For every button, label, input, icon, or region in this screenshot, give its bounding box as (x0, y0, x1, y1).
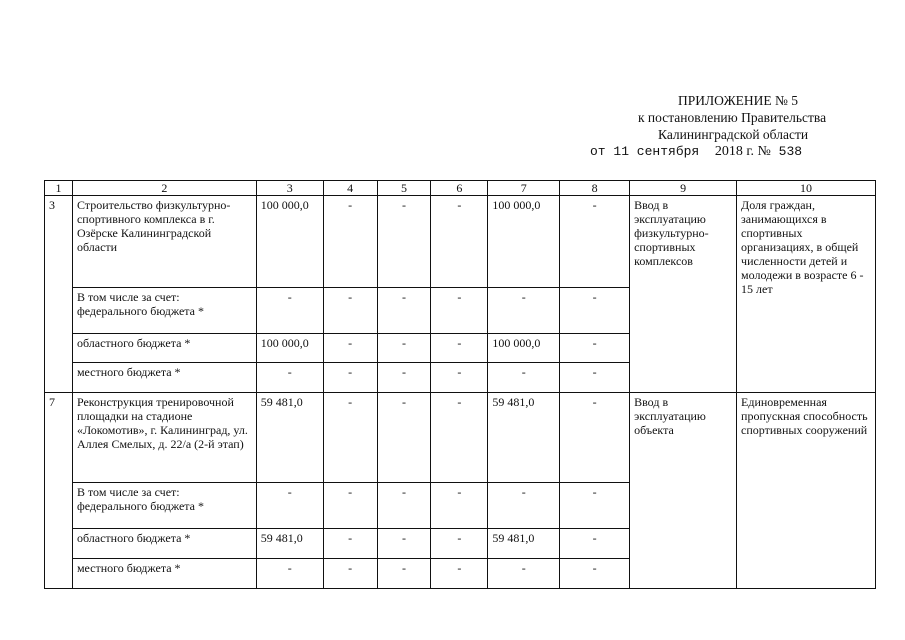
value-cell: - (431, 363, 488, 393)
value-cell: 100 000,0 (256, 334, 323, 363)
table-row (45, 196, 876, 288)
document-header (560, 92, 880, 160)
appendix-title: ПРИЛОЖЕНИЕ № 5 (678, 93, 799, 108)
funding-label: В том числе за счет: федерального бюджета * (72, 483, 256, 529)
value-cell: - (323, 529, 377, 559)
value-cell: - (431, 559, 488, 589)
column-header: 1 (45, 181, 73, 196)
project-name: Строительство физкультурно-спортивного комплекса в г. Озёрске Калининградской области (72, 196, 256, 288)
value-cell: - (560, 483, 630, 529)
value-cell: - (377, 483, 431, 529)
value-cell: 59 481,0 (488, 393, 560, 483)
funding-label: областного бюджета * (72, 334, 256, 363)
row-number: 7 (45, 393, 73, 589)
appendix-subtitle-1: к постановлению Правительства (638, 110, 827, 125)
value-cell: - (323, 288, 377, 334)
funding-label: местного бюджета * (72, 559, 256, 589)
value-cell: - (323, 393, 377, 483)
value-cell: - (560, 334, 630, 363)
appendix-table (44, 180, 876, 589)
column-header: 8 (560, 181, 630, 196)
year-text: 2018 г. № (714, 144, 771, 159)
decree-number: 538 (778, 144, 803, 159)
total-cell: 59 481,0 (256, 393, 323, 483)
value-cell: - (560, 363, 630, 393)
funding-label: местного бюджета * (72, 363, 256, 393)
value-cell: 59 481,0 (488, 529, 560, 559)
value-cell: - (323, 559, 377, 589)
column-header: 10 (737, 181, 876, 196)
date-text: от 11 сентября (590, 144, 700, 159)
value-cell: - (323, 196, 377, 288)
value-cell: - (377, 393, 431, 483)
value-cell: - (560, 196, 630, 288)
value-cell: - (431, 334, 488, 363)
value-cell: - (488, 363, 560, 393)
value-cell: - (377, 363, 431, 393)
column-header: 6 (431, 181, 488, 196)
value-cell: - (323, 363, 377, 393)
column-header: 5 (377, 181, 431, 196)
value-cell: - (256, 483, 323, 529)
value-cell: - (323, 334, 377, 363)
column-header: 7 (488, 181, 560, 196)
indicator: Доля граждан, занимающихся в спортивных организациях, в общей численности детей и молодежи в возрасте 6 - 15 лет (737, 196, 876, 393)
value-cell: 100 000,0 (488, 196, 560, 288)
value-cell: - (256, 559, 323, 589)
value-cell: - (488, 559, 560, 589)
value-cell: - (560, 393, 630, 483)
value-cell: - (488, 483, 560, 529)
value-cell: - (431, 196, 488, 288)
value-cell: - (377, 529, 431, 559)
value-cell: - (323, 483, 377, 529)
value-cell: - (431, 288, 488, 334)
value-cell: - (256, 288, 323, 334)
value-cell: 59 481,0 (256, 529, 323, 559)
column-header: 2 (72, 181, 256, 196)
table-row (45, 393, 876, 483)
value-cell: - (377, 559, 431, 589)
row-number: 3 (45, 196, 73, 393)
value-cell: - (560, 559, 630, 589)
expected-result: Ввод в эксплуатацию объекта (630, 393, 737, 589)
funding-label: областного бюджета * (72, 529, 256, 559)
column-header: 3 (256, 181, 323, 196)
value-cell: - (431, 393, 488, 483)
column-number-row (45, 181, 876, 196)
column-header: 4 (323, 181, 377, 196)
expected-result: Ввод в эксплуатацию физкультурно-спортивных комплексов (630, 196, 737, 393)
value-cell: - (256, 363, 323, 393)
total-cell: 100 000,0 (256, 196, 323, 288)
value-cell: 100 000,0 (488, 334, 560, 363)
value-cell: - (377, 288, 431, 334)
column-header: 9 (630, 181, 737, 196)
value-cell: - (560, 529, 630, 559)
value-cell: - (560, 288, 630, 334)
appendix-subtitle-2: Калининградской области (658, 127, 809, 142)
value-cell: - (431, 529, 488, 559)
value-cell: - (377, 196, 431, 288)
indicator: Единовременная пропускная способность спортивных сооружений (737, 393, 876, 589)
value-cell: - (377, 334, 431, 363)
project-name: Реконструкция тренировочной площадки на стадионе «Локомотив», г. Калининград, ул. Аллея Смелых, д. 22/а (2-й этап) (72, 393, 256, 483)
value-cell: - (488, 288, 560, 334)
appendix-date (590, 143, 880, 160)
funding-label: В том числе за счет: федерального бюджета * (72, 288, 256, 334)
value-cell: - (431, 483, 488, 529)
